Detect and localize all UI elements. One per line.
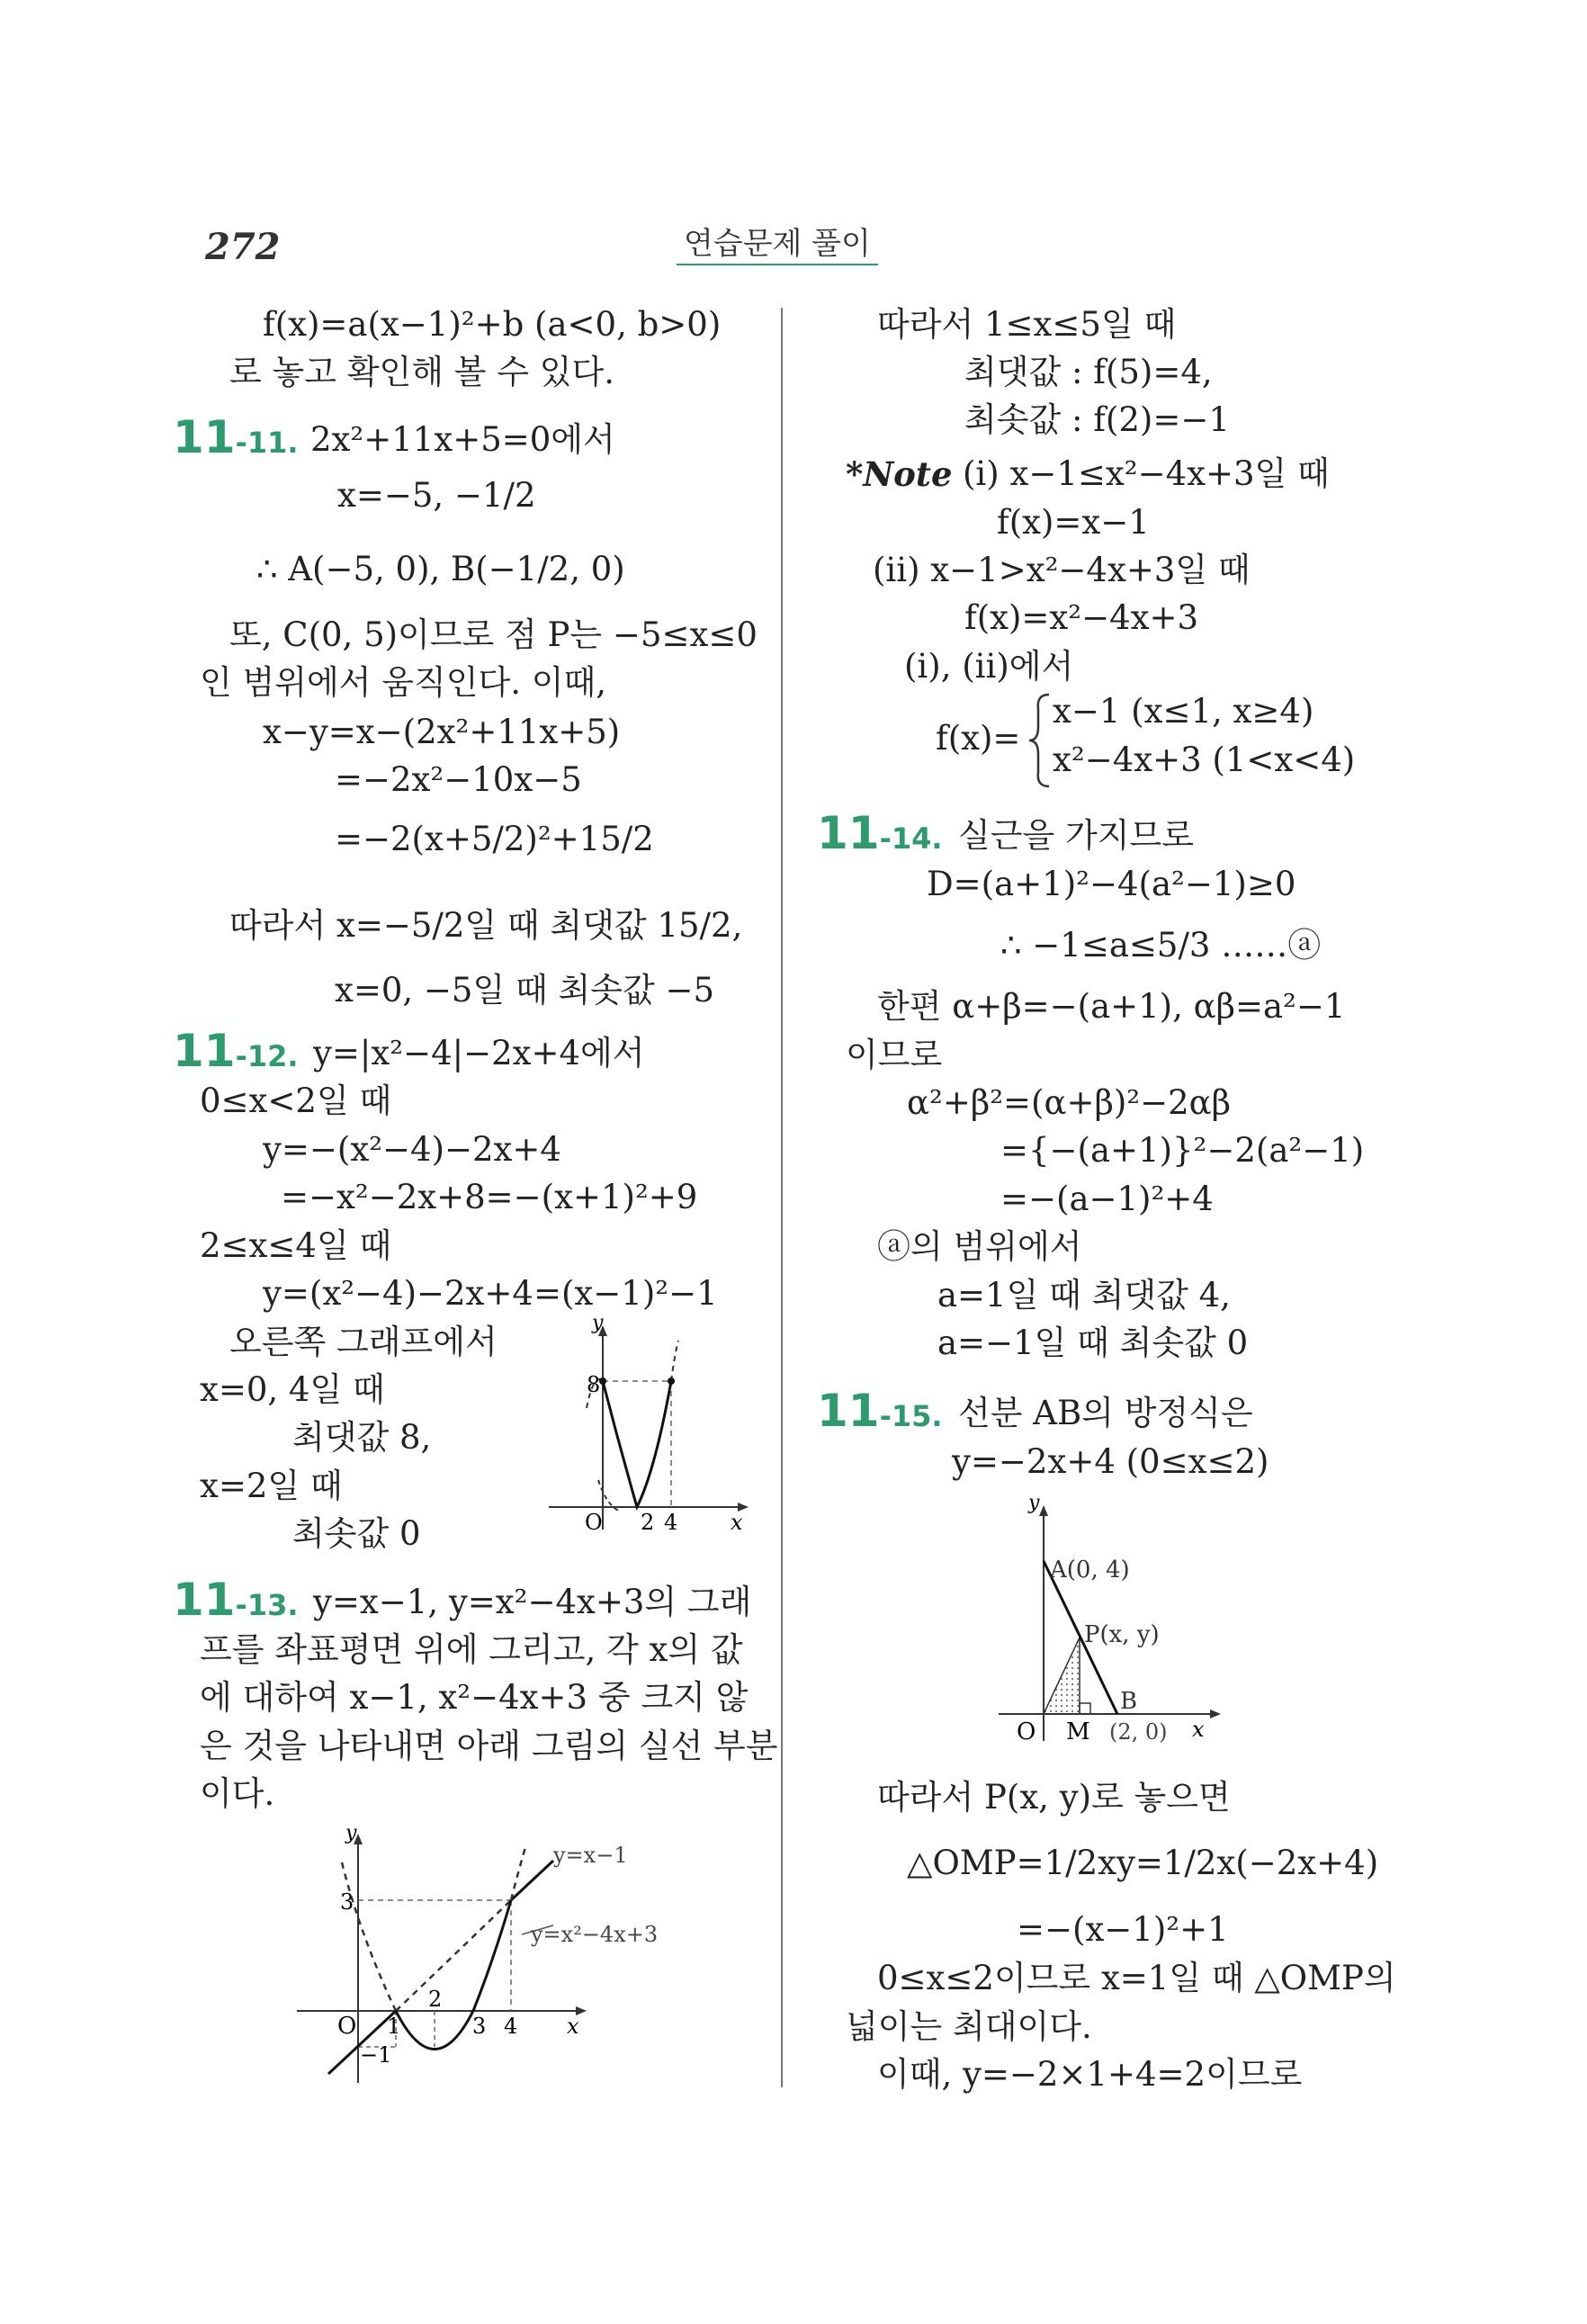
graph-curve xyxy=(603,1381,671,1507)
text-line: (i) x−1≤x²−4x+3일 때 xyxy=(963,454,1330,493)
text-line: 따라서 x=−5/2일 때 최댓값 15/2, xyxy=(229,906,743,945)
origin-label: O xyxy=(1017,1718,1036,1745)
y-label: y xyxy=(1028,1498,1040,1514)
origin-label: O xyxy=(337,2013,357,2040)
text-line: x=0, 4일 때 xyxy=(200,1370,385,1409)
point-m-coord: (2, 0) xyxy=(1109,1719,1168,1745)
graph-11-13 xyxy=(288,1826,711,2087)
tick-3: 3 xyxy=(472,2014,487,2039)
text-line: 최솟값 : f(2)=−1 xyxy=(964,400,1230,439)
origin-label: O xyxy=(585,1510,603,1534)
text-line: =−2(x+5/2)²+15/2 xyxy=(335,820,654,858)
text-line: x=2일 때 xyxy=(200,1467,343,1505)
text-line: (i), (ii)에서 xyxy=(904,647,1074,686)
text-line: =−2x²−10x−5 xyxy=(335,760,582,799)
text-line: a=−1일 때 최솟값 0 xyxy=(937,1324,1249,1362)
text-line: 또, C(0, 5)이므로 점 P는 −5≤x≤0 xyxy=(229,615,758,654)
tick-8: 8 xyxy=(587,1372,601,1397)
tick-2: 2 xyxy=(641,1510,655,1534)
dash-curve xyxy=(671,1341,678,1381)
text-line: 2x²+11x+5=0에서 xyxy=(310,420,615,459)
triangle-omp xyxy=(1044,1638,1080,1714)
right-angle-mark xyxy=(1080,1703,1090,1714)
y-label: y xyxy=(592,1318,604,1334)
text-line: x−y=x−(2x²+11x+5) xyxy=(263,713,621,751)
text-line: 은 것을 나타내면 아래 그림의 실선 부분 xyxy=(200,1727,778,1765)
text-line: x−1 (x≤1, x≥4) xyxy=(1053,692,1314,731)
x-label: x xyxy=(731,1510,743,1534)
column-divider xyxy=(781,308,783,2087)
text-line: =−(x−1)²+1 xyxy=(1017,1910,1229,1949)
text-line: 최솟값 0 xyxy=(292,1514,421,1553)
brace-icon xyxy=(1026,691,1053,790)
text-line: x=−5, −1/2 xyxy=(337,476,536,515)
text-line: 따라서 P(x, y)로 놓으면 xyxy=(877,1778,1231,1817)
text-line: 인 범위에서 움직인다. 이때, xyxy=(200,663,606,702)
point-p-label: P(x, y) xyxy=(1084,1621,1160,1648)
tick-3-y: 3 xyxy=(340,1889,354,1915)
point-b-label: B xyxy=(1120,1688,1138,1715)
page-number: 272 xyxy=(205,226,281,268)
text-line: x=0, −5일 때 최솟값 −5 xyxy=(335,971,715,1009)
text-line: =−x²−2x+8=−(x+1)²+9 xyxy=(281,1178,698,1216)
text-line: 최댓값 : f(5)=4, xyxy=(964,353,1213,391)
text-line: ∴ A(−5, 0), B(−1/2, 0) xyxy=(256,550,625,588)
text-line: ⓐ의 범위에서 xyxy=(877,1227,1082,1266)
text-line: f(x)=a(x−1)²+b (a<0, b>0) xyxy=(263,305,722,344)
point-m-label: M xyxy=(1066,1718,1090,1745)
y-label: y xyxy=(345,1826,357,1844)
x-label: x xyxy=(1192,1717,1205,1742)
text-line: △OMP=1/2xy=1/2x(−2x+4) xyxy=(907,1844,1379,1882)
text-line: =−(a−1)²+4 xyxy=(1000,1180,1214,1218)
tick-1: 1 xyxy=(387,2014,401,2039)
curve-label: y=x²−4x+3 xyxy=(531,1922,659,1947)
text-line: y=−2x+4 (0≤x≤2) xyxy=(952,1442,1269,1481)
point xyxy=(668,1377,675,1385)
text-line: 2≤x≤4일 때 xyxy=(200,1226,392,1265)
tick-4: 4 xyxy=(504,2014,518,2039)
text-line: 에 대하여 x−1, x²−4x+3 중 크지 않 xyxy=(200,1678,749,1717)
text-line: 오른쪽 그래프에서 xyxy=(229,1323,498,1361)
text-line: 로 놓고 확인해 볼 수 있다. xyxy=(229,353,614,391)
text-line: 프를 좌표평면 위에 그리고, 각 x의 값 xyxy=(200,1630,743,1669)
problem-number-11-11: 11-11. xyxy=(173,411,299,463)
problem-number-11-13: 11-13. xyxy=(173,1574,299,1626)
text-line: a=1일 때 최댓값 4, xyxy=(937,1276,1231,1315)
text-line: 따라서 1≤x≤5일 때 xyxy=(877,305,1177,344)
problem-number-11-14: 11-14. xyxy=(817,807,943,859)
text-line: 한편 α+β=−(a+1), αβ=a²−1 xyxy=(877,987,1346,1026)
tick-4: 4 xyxy=(664,1510,678,1534)
text-line: f(x)=x²−4x+3 xyxy=(964,598,1199,637)
text-line: D=(a+1)²−4(a²−1)≥0 xyxy=(927,865,1296,903)
text-line: y=|x²−4|−2x+4에서 xyxy=(313,1034,645,1072)
parabola-solid xyxy=(396,1900,511,2050)
y-arrow xyxy=(1039,1505,1048,1516)
text-line: 0≤x<2일 때 xyxy=(200,1081,392,1120)
text-line: x²−4x+3 (1<x<4) xyxy=(1053,740,1356,779)
problem-number-11-15: 11-15. xyxy=(817,1385,943,1437)
text-line: 이므로 xyxy=(846,1036,943,1074)
x-arrow xyxy=(1210,1709,1221,1718)
x-label: x xyxy=(567,2014,579,2039)
text-line: 넓이는 최대이다. xyxy=(846,2007,1092,2046)
text-line: y=x−1, y=x²−4x+3의 그래 xyxy=(313,1583,752,1621)
text-line: (ii) x−1>x²−4x+3일 때 xyxy=(873,551,1251,589)
text-line: α²+β²=(α+β)²−2αβ xyxy=(907,1083,1232,1122)
graph-11-15 xyxy=(994,1498,1237,1745)
note-label: *Note xyxy=(846,454,953,494)
text-line: 실근을 가지므로 xyxy=(958,816,1194,855)
text-line: f(x)= xyxy=(936,719,1021,758)
tick-minus1: −1 xyxy=(360,2042,392,2068)
text-line: 선분 AB의 방정식은 xyxy=(958,1394,1253,1432)
point-a-label: A(0, 4) xyxy=(1050,1557,1130,1584)
text-line: ={−(a+1)}²−2(a²−1) xyxy=(1000,1131,1365,1170)
page-title: 연습문제 풀이 xyxy=(677,227,878,265)
text-line: y=(x²−4)−2x+4=(x−1)²−1 xyxy=(263,1274,718,1313)
tick-2: 2 xyxy=(428,1987,443,2012)
line-label: y=x−1 xyxy=(553,1843,628,1868)
text-line: 최댓값 8, xyxy=(292,1418,432,1457)
text-line: 이다. xyxy=(200,1774,275,1813)
line-solid xyxy=(511,1861,553,1900)
text-line: ∴ −1≤a≤5/3 ……ⓐ xyxy=(1000,926,1322,965)
text-line: y=−(x²−4)−2x+4 xyxy=(263,1130,561,1169)
problem-number-11-12: 11-12. xyxy=(173,1025,299,1077)
parabola-dashed xyxy=(342,1862,396,2011)
text-line: 0≤x≤2이므로 x=1일 때 △OMP의 xyxy=(877,1959,1396,1997)
text-line: 이때, y=−2×1+4=2이므로 xyxy=(877,2055,1303,2094)
graph-11-12 xyxy=(531,1318,756,1534)
text-line: f(x)=x−1 xyxy=(997,503,1150,542)
